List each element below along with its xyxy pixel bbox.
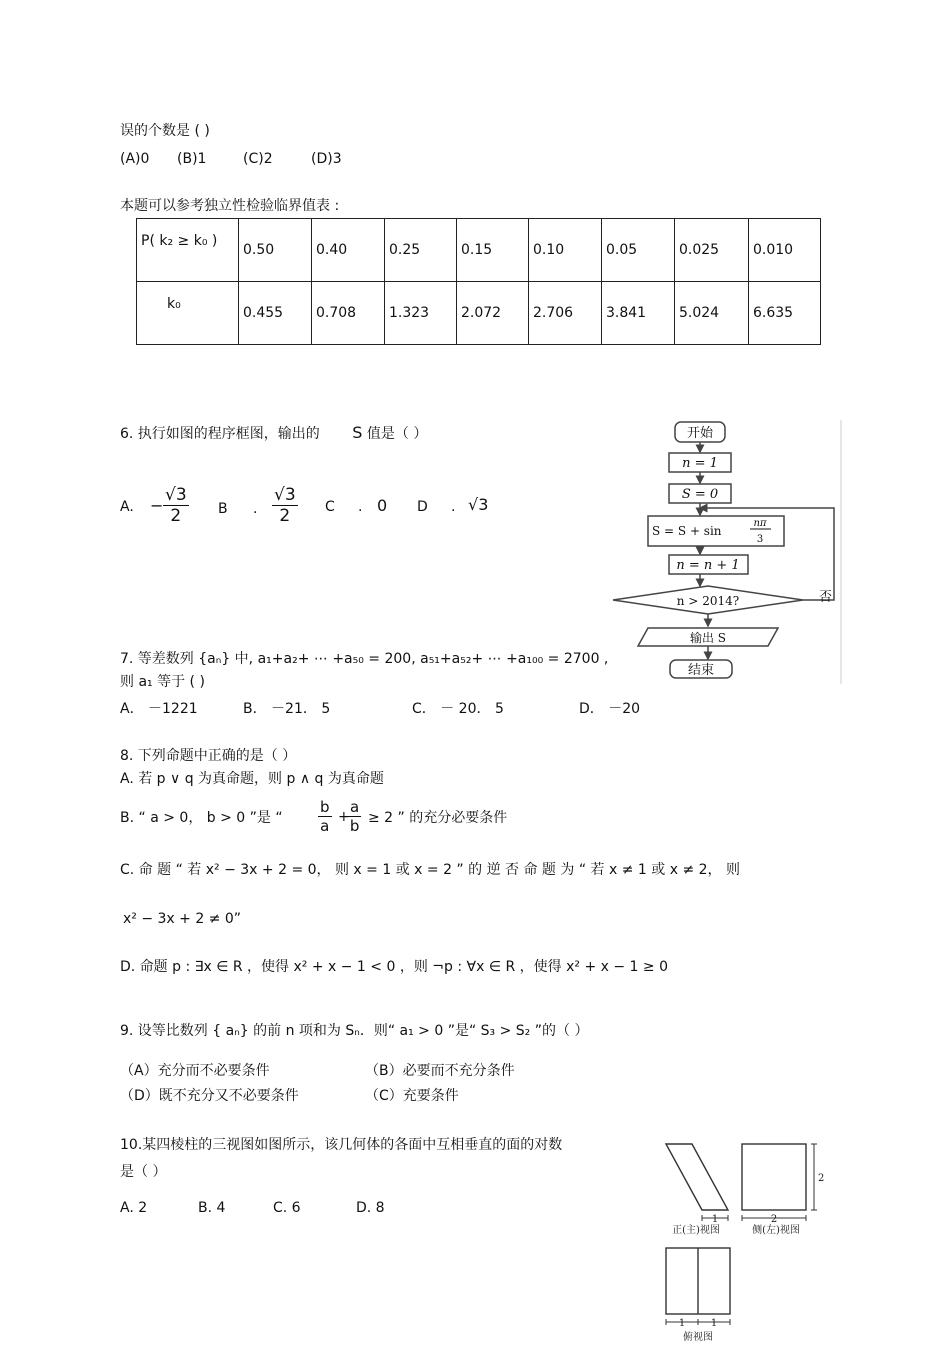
table-cell: 0.25 <box>385 219 457 282</box>
flow-update-s-label: S = S + sin <box>652 524 722 538</box>
table-cell: 6.635 <box>749 282 821 345</box>
fraction-denominator: 2 <box>279 506 291 526</box>
flow-output-label: 输出 S <box>689 631 727 645</box>
flow-update-s-denominator: 3 <box>756 534 764 545</box>
q8-option-c-line2: x² − 3x + 2 ≠ 0” <box>123 911 242 927</box>
q8-option-d: D. 命题 p : ∃x ∈ R ，使得 x² + x − 1 < 0 ，则 ¬p : ∀x ∈ R ，使得 x² + x − 1 ≥ 0 <box>120 959 668 975</box>
table-cell: 2.072 <box>457 282 529 345</box>
table-cell: 0.10 <box>529 219 602 282</box>
flow-update-s-numerator: nπ <box>753 518 767 529</box>
flow-n1-label: n = 1 <box>682 456 718 471</box>
table-cell: 3.841 <box>602 282 675 345</box>
q6-option-c-value: 0 <box>377 496 388 515</box>
q10-stem: 10.某四棱柱的三视图如图所示，该几何体的各面中互相垂直的面的对数 <box>120 1137 563 1153</box>
q6-stem-text: 6. 执行如图的程序框图，输出的 <box>120 426 320 442</box>
three-view-drawing <box>660 1138 830 1344</box>
table-header-cell: k₀ <box>137 282 239 345</box>
table-cell: 5.024 <box>675 282 749 345</box>
fraction-numerator: √3 <box>274 485 296 505</box>
q10-option-d: D. 8 <box>356 1200 385 1216</box>
table-cell: 2.706 <box>529 282 602 345</box>
critical-value-table <box>136 218 821 345</box>
q10-option-b: B. 4 <box>198 1200 226 1216</box>
q7-option-b: B． －21． 5 <box>243 701 331 717</box>
q8-option-a: A. 若 p ∨ q 为真命题，则 p ∧ q 为真命题 <box>120 771 384 787</box>
q6-option-b-fraction <box>272 485 298 526</box>
table-cell: 1.323 <box>385 282 457 345</box>
q9-option-b: （B）必要而不充分条件 <box>365 1063 515 1079</box>
flow-end-label: 结束 <box>687 663 715 678</box>
q7-option-d: D． －20 <box>579 701 641 717</box>
front-dim-label: 1 <box>711 1214 719 1225</box>
table-cell: 0.010 <box>749 219 821 282</box>
flow-no-label: 否 <box>819 590 833 605</box>
side-view-shape <box>742 1144 806 1210</box>
q10-stem2: 是（ ） <box>120 1164 167 1180</box>
q8-stem: 8. 下列命题中正确的是（ ） <box>120 748 297 764</box>
option-d: (D)3 <box>311 151 342 167</box>
fraction-denominator: b <box>349 817 360 835</box>
table-row <box>137 282 821 345</box>
option-c: (C)2 <box>243 151 273 167</box>
table-cell: 0.05 <box>602 219 675 282</box>
table-cell: 0.455 <box>239 282 312 345</box>
flowchart <box>608 418 844 686</box>
front-view-shape <box>666 1144 728 1210</box>
q6-stem <box>120 424 427 443</box>
top-dim-left-label: 1 <box>678 1318 686 1329</box>
q6-stem-text2: 值是（ ） <box>366 426 428 442</box>
q10-option-c: C. 6 <box>273 1200 301 1216</box>
q7-stem: 7. 等差数列 {aₙ} 中, a₁+a₂+ ⋯ +a₅₀ = 200, a₅₁+a₅₂+ ⋯ +a₁₀₀ = 2700 , <box>120 651 609 667</box>
q8-option-b-prefix: B. “ a > 0， b > 0 ”是 “ <box>120 810 283 826</box>
q8-option-b-suffix: ≥ 2 ” 的充分必要条件 <box>368 810 508 826</box>
option-a: (A)0 <box>120 151 150 167</box>
q6-option-b-dot: . <box>253 501 258 517</box>
fraction-denominator: a <box>320 817 330 835</box>
side-height-label: 2 <box>818 1173 825 1184</box>
q6-option-a-fraction <box>163 485 189 526</box>
q6-option-a-sign: − <box>150 496 164 515</box>
table-row <box>137 219 821 282</box>
table-cell: 0.708 <box>312 282 385 345</box>
table-cell: 0.025 <box>675 219 749 282</box>
table-cell: 0.50 <box>239 219 312 282</box>
q6-option-a-label: A. <box>120 499 134 515</box>
q6-option-d-label: D <box>417 499 428 515</box>
q6-option-d-value: √3 <box>468 495 489 514</box>
q8-option-b-fraction2 <box>348 798 361 835</box>
question-continuation: 误的个数是 ( ) <box>120 123 210 139</box>
flow-s0-label: S = 0 <box>681 487 719 502</box>
q9-option-d: （D）既不充分又不必要条件 <box>120 1088 299 1104</box>
q8-option-c-line1: C. 命 题 “ 若 x² − 3x + 2 = 0， 则 x = 1 或 x = 2 ” 的 逆 否 命 题 为 “ 若 x ≠ 1 或 x ≠ 2， 则 <box>120 862 740 878</box>
q6-option-d-dot: . <box>451 499 456 515</box>
flow-update-n-label: n = n + 1 <box>676 558 740 573</box>
q6-option-c-dot: . <box>358 499 363 515</box>
fraction-denominator: 2 <box>170 506 182 526</box>
side-view-caption: 侧(左)视图 <box>752 1225 800 1236</box>
table-note: 本题可以参考独立性检验临界值表 : <box>120 198 340 214</box>
flow-start-label: 开始 <box>686 426 714 441</box>
table-header-cell: P( k₂ ≥ k₀ ) <box>137 219 239 282</box>
top-view-caption: 俯视图 <box>683 1332 713 1343</box>
q6-variable-s: S <box>352 423 363 442</box>
q9-option-a: （A）充分而不必要条件 <box>120 1063 270 1079</box>
q6-option-c-label: C <box>325 499 335 515</box>
q10-option-a: A. 2 <box>120 1200 148 1216</box>
fraction-numerator: b <box>320 798 330 816</box>
fraction-numerator: a <box>350 798 360 816</box>
table-cell: 0.15 <box>457 219 529 282</box>
q9-option-c: （C）充要条件 <box>365 1088 459 1104</box>
q8-option-b-plus: + <box>338 809 350 825</box>
q7-option-a: A． －1221 <box>120 701 198 717</box>
q6-option-b-label: B <box>218 501 228 517</box>
front-view-caption: 正(主)视图 <box>672 1225 720 1236</box>
flow-condition-label: n > 2014? <box>676 594 740 608</box>
q8-option-b-fraction1 <box>318 798 332 835</box>
top-dim-right-label: 1 <box>710 1318 718 1329</box>
q7-stem2: 则 a₁ 等于 ( ) <box>120 674 205 690</box>
option-b: (B)1 <box>177 151 207 167</box>
q7-option-c: C． － 20． 5 <box>412 701 504 717</box>
side-dim-label: 2 <box>770 1214 778 1225</box>
q9-stem: 9. 设等比数列 { aₙ} 的前 n 项和为 Sₙ．则“ a₁ > 0 ”是“ S₃ > S₂ ”的（ ） <box>120 1023 589 1039</box>
table-cell: 0.40 <box>312 219 385 282</box>
fraction-numerator: √3 <box>165 485 187 505</box>
